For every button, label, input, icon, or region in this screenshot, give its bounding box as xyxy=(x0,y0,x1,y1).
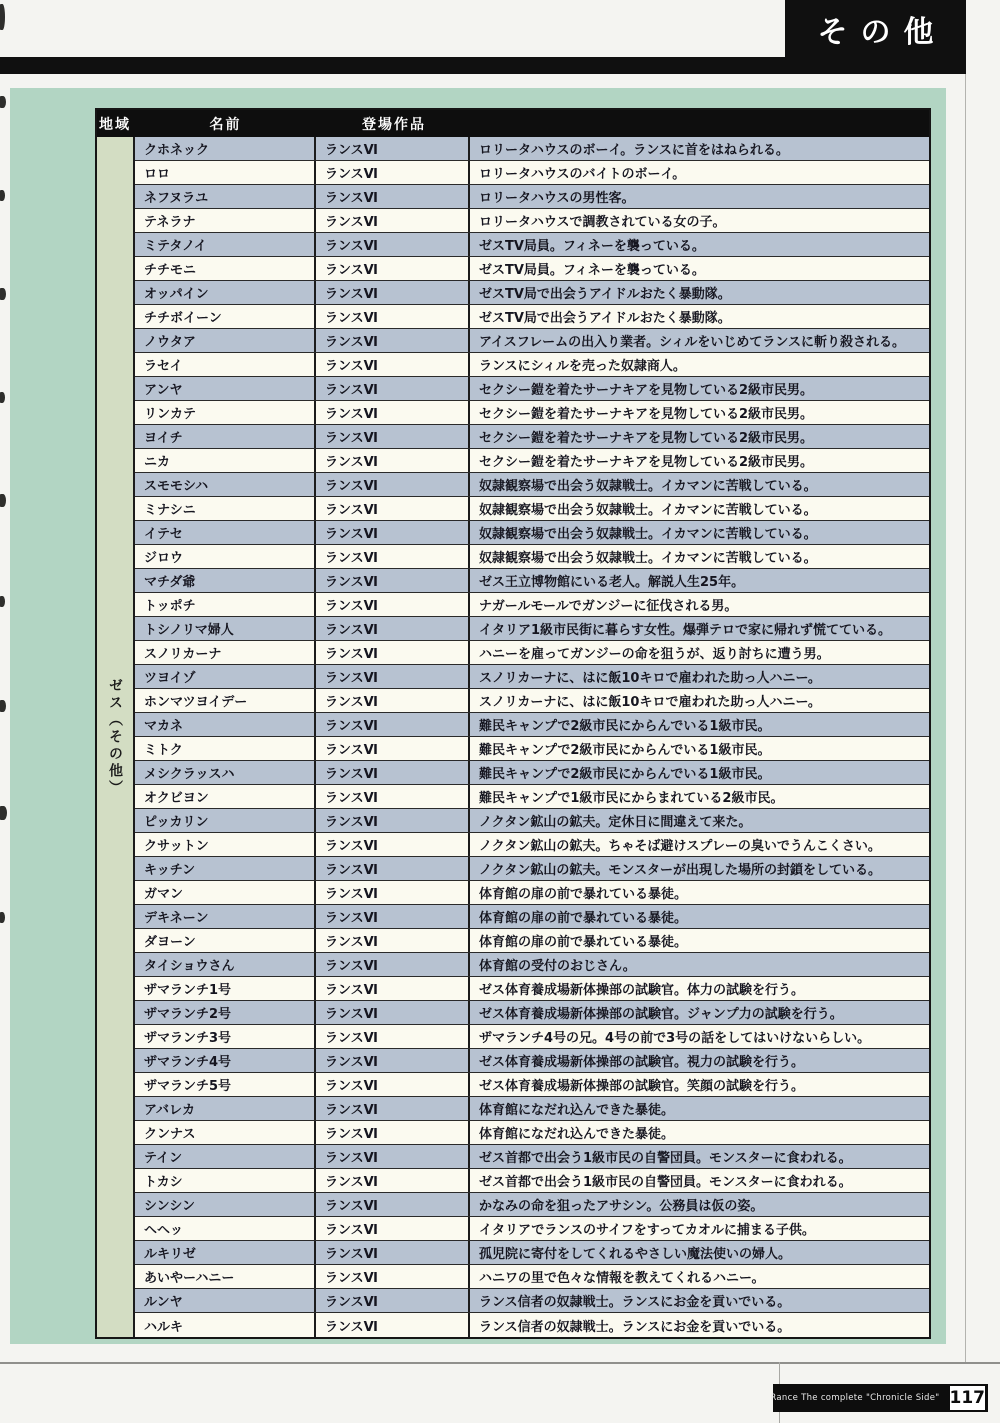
cell-character-name: ザマランチ2号 xyxy=(135,1001,316,1024)
cell-description: ロリータハウスのバイトのボーイ。 xyxy=(479,167,686,182)
cell-character-name: ダヨーン xyxy=(135,929,316,952)
cell-appearance-work: ランスⅥ xyxy=(316,473,470,496)
cell-description: 体育館の扉の前で暴れている暴徒。 xyxy=(479,935,688,950)
cell-description: 難民キャンプで1級市民にからまれている2級市民。 xyxy=(479,791,784,806)
cell-character-name: トッポチ xyxy=(135,593,316,616)
table-row xyxy=(135,1121,929,1145)
table-row xyxy=(135,1073,929,1097)
table-row xyxy=(135,1001,929,1025)
cell-description: ゼスTV局で出会うアイドルおたく暴動隊。 xyxy=(479,287,731,302)
cell-description: 奴隷観察場で出会う奴隷戦士。イカマンに苦戦している。 xyxy=(479,551,817,566)
cell-character-name: ルンヤ xyxy=(135,1289,316,1312)
cell-description: 奴隷観察場で出会う奴隷戦士。イカマンに苦戦している。 xyxy=(479,527,817,542)
cell-character-name: イテセ xyxy=(135,521,316,544)
cell-appearance-work: ランスⅥ xyxy=(316,209,470,232)
table-row xyxy=(135,425,929,449)
cell-description: 体育館の扉の前で暴れている暴徒。 xyxy=(479,887,688,902)
cell-description: ゼス体育養成場新体操部の試験官。体力の試験を行う。 xyxy=(479,983,805,998)
table-row xyxy=(135,401,929,425)
table-row xyxy=(135,1169,929,1193)
cell-appearance-work: ランスⅥ xyxy=(316,809,470,832)
cell-appearance-work: ランスⅥ xyxy=(316,1265,470,1288)
table-row xyxy=(135,665,929,689)
cell-appearance-work: ランスⅥ xyxy=(316,617,470,640)
table-header-row xyxy=(97,110,929,137)
footer-divider-rule xyxy=(0,1362,1000,1364)
cell-description: セクシー鎧を着たサーナキアを見物している2級市民男。 xyxy=(479,431,814,446)
cell-description: イタリアでランスのサイフをすってカオルに捕まる子供。 xyxy=(479,1223,815,1238)
table-row xyxy=(135,473,929,497)
cell-appearance-work: ランスⅥ xyxy=(316,665,470,688)
cell-character-name: トカシ xyxy=(135,1169,316,1192)
table-row xyxy=(135,1241,929,1265)
table-row xyxy=(135,257,929,281)
cell-appearance-work: ランスⅥ xyxy=(316,689,470,712)
cell-description: イタリア1級市民街に暮らす女性。爆弾テロで家に帰れず慌てている。 xyxy=(479,623,892,638)
cell-character-name: ホンマツヨイデー xyxy=(135,689,316,712)
region-cell xyxy=(97,137,135,1337)
table-row xyxy=(135,953,929,977)
cell-description: ゼス体育養成場新体操部の試験官。視力の試験を行う。 xyxy=(479,1055,805,1070)
cell-description: セクシー鎧を着たサーナキアを見物している2級市民男。 xyxy=(479,455,814,470)
cell-character-name: スノリカーナ xyxy=(135,641,316,664)
table-row xyxy=(135,161,929,185)
table-row xyxy=(135,1145,929,1169)
table-row xyxy=(135,617,929,641)
table-row xyxy=(135,329,929,353)
table-row xyxy=(135,1097,929,1121)
cell-description: ハニワの里で色々な情報を教えてくれるハニー。 xyxy=(479,1271,765,1286)
cell-description: ランスにシィルを売った奴隷商人。 xyxy=(479,359,686,374)
cell-appearance-work: ランスⅥ xyxy=(316,257,470,280)
cell-appearance-work: ランスⅥ xyxy=(316,1289,470,1312)
cell-appearance-work: ランスⅥ xyxy=(316,449,470,472)
section-tab xyxy=(785,0,966,58)
table-rows xyxy=(135,137,929,1337)
cell-appearance-work: ランスⅥ xyxy=(316,1193,470,1216)
cell-character-name: ジロウ xyxy=(135,545,316,568)
binding-mark xyxy=(0,4,5,30)
cell-character-name: ハルキ xyxy=(135,1313,316,1337)
cell-description: 体育館の扉の前で暴れている暴徒。 xyxy=(479,911,688,926)
cell-character-name: チチボイーン xyxy=(135,305,316,328)
cell-description: ノクタン鉱山の鉱夫。定休日に間違えて来た。 xyxy=(479,815,752,830)
cell-character-name: ニカ xyxy=(135,449,316,472)
cell-appearance-work: ランスⅥ xyxy=(316,1121,470,1144)
table-row xyxy=(135,521,929,545)
table-row xyxy=(135,929,929,953)
cell-appearance-work: ランスⅥ xyxy=(316,569,470,592)
table-row xyxy=(135,209,929,233)
header-description xyxy=(472,110,929,137)
table-row xyxy=(135,713,929,737)
cell-character-name: テイン xyxy=(135,1145,316,1168)
binding-mark xyxy=(0,596,5,607)
cell-character-name: ミテタノイ xyxy=(135,233,316,256)
table-row xyxy=(135,1217,929,1241)
binding-mark xyxy=(0,700,6,712)
table-row xyxy=(135,1265,929,1289)
cell-character-name: ツヨイゾ xyxy=(135,665,316,688)
table-body xyxy=(97,137,929,1337)
cell-description: ゼス体育養成場新体操部の試験官。ジャンプ力の試験を行う。 xyxy=(479,1007,843,1022)
cell-character-name: タイショウさん xyxy=(135,953,316,976)
cell-character-name: ザマランチ3号 xyxy=(135,1025,316,1048)
table-row xyxy=(135,905,929,929)
cell-appearance-work: ランスⅥ xyxy=(316,353,470,376)
cell-description: ロリータハウスのボーイ。ランスに首をはねられる。 xyxy=(479,143,789,158)
cell-character-name: ガマン xyxy=(135,881,316,904)
cell-appearance-work: ランスⅥ xyxy=(316,1313,470,1337)
cell-appearance-work: ランスⅥ xyxy=(316,137,470,160)
cell-description: ランス信者の奴隷戦士。ランスにお金を貢いでいる。 xyxy=(479,1295,791,1310)
cell-description: ゼス首都で出会う1級市民の自警団員。モンスターに食われる。 xyxy=(479,1175,852,1190)
binding-mark xyxy=(0,806,7,820)
cell-appearance-work: ランスⅥ xyxy=(316,497,470,520)
cell-appearance-work: ランスⅥ xyxy=(316,521,470,544)
character-table xyxy=(95,108,931,1339)
cell-character-name: ノウタア xyxy=(135,329,316,352)
cell-description: ゼス首都で出会う1級市民の自警団員。モンスターに食われる。 xyxy=(479,1151,852,1166)
cell-description: ロリータハウスで調教されている女の子。 xyxy=(479,215,726,230)
binding-mark xyxy=(0,392,5,403)
cell-description: ゼス王立博物館にいる老人。解説人生25年。 xyxy=(479,575,745,590)
cell-character-name: スモモシハ xyxy=(135,473,316,496)
cell-description: セクシー鎧を着たサーナキアを見物している2級市民男。 xyxy=(479,407,814,422)
cell-appearance-work: ランスⅥ xyxy=(316,281,470,304)
cell-description: ゼス体育養成場新体操部の試験官。笑顔の試験を行う。 xyxy=(479,1079,805,1094)
cell-character-name: ザマランチ4号 xyxy=(135,1049,316,1072)
header-work: 登場作品 xyxy=(318,110,472,137)
cell-character-name: ルキリゼ xyxy=(135,1241,316,1264)
cell-appearance-work: ランスⅥ xyxy=(316,1145,470,1168)
cell-description: セクシー鎧を着たサーナキアを見物している2級市民男。 xyxy=(479,383,814,398)
cell-appearance-work: ランスⅥ xyxy=(316,785,470,808)
binding-mark xyxy=(0,494,6,507)
cell-character-name: デキネーン xyxy=(135,905,316,928)
cell-description: ゼスTV局員。フィネーを襲っている。 xyxy=(479,239,705,254)
cell-appearance-work: ランスⅥ xyxy=(316,305,470,328)
cell-appearance-work: ランスⅥ xyxy=(316,1241,470,1264)
table-row xyxy=(135,1313,929,1337)
cell-description: ノクタン鉱山の鉱夫。ちゃそば避けスプレーの臭いでうんこくさい。 xyxy=(479,839,881,854)
cell-appearance-work: ランスⅥ xyxy=(316,377,470,400)
cell-character-name: ロロ xyxy=(135,161,316,184)
cell-appearance-work: ランスⅥ xyxy=(316,1049,470,1072)
cell-appearance-work: ランスⅥ xyxy=(316,329,470,352)
table-row xyxy=(135,857,929,881)
table-row xyxy=(135,809,929,833)
footer-book-title: Rance The complete "Chronicle Side" xyxy=(770,1393,940,1403)
table-row xyxy=(135,641,929,665)
cell-character-name: メシクラッスハ xyxy=(135,761,316,784)
cell-appearance-work: ランスⅥ xyxy=(316,401,470,424)
table-row xyxy=(135,233,929,257)
cell-character-name: キッチン xyxy=(135,857,316,880)
cell-description: アイスフレームの出入り業者。シィルをいじめてランスに斬り殺される。 xyxy=(479,335,906,350)
cell-appearance-work: ランスⅥ xyxy=(316,1097,470,1120)
cell-appearance-work: ランスⅥ xyxy=(316,833,470,856)
page-number: 117 xyxy=(949,1388,985,1408)
cell-character-name: クホネック xyxy=(135,137,316,160)
cell-appearance-work: ランスⅥ xyxy=(316,545,470,568)
cell-description: ノクタン鉱山の鉱夫。モンスターが出現した場所の封鎖をしている。 xyxy=(479,863,881,878)
cell-description: ランス信者の奴隷戦士。ランスにお金を貢いでいる。 xyxy=(479,1319,791,1335)
cell-description: ゼスTV局員。フィネーを襲っている。 xyxy=(479,263,705,278)
cell-character-name: ネフヌラユ xyxy=(135,185,316,208)
cell-character-name: アバレカ xyxy=(135,1097,316,1120)
cell-description: ゼスTV局で出会うアイドルおたく暴動隊。 xyxy=(479,311,731,326)
cell-appearance-work: ランスⅥ xyxy=(316,857,470,880)
cell-appearance-work: ランスⅥ xyxy=(316,929,470,952)
cell-character-name: オクビヨン xyxy=(135,785,316,808)
table-row xyxy=(135,977,929,1001)
cell-description: ナガールモールでガンジーに征伐される男。 xyxy=(479,599,738,614)
cell-character-name: シンシン xyxy=(135,1193,316,1216)
cell-character-name: ミトク xyxy=(135,737,316,760)
cell-appearance-work: ランスⅥ xyxy=(316,425,470,448)
region-label: ゼス（その他） xyxy=(107,677,123,797)
table-row xyxy=(135,1289,929,1313)
table-row xyxy=(135,881,929,905)
table-row xyxy=(135,137,929,161)
cell-description: 体育館になだれ込んできた暴徒。 xyxy=(479,1103,675,1118)
table-row xyxy=(135,449,929,473)
cell-appearance-work: ランスⅥ xyxy=(316,761,470,784)
table-row xyxy=(135,569,929,593)
cell-character-name: あいやーハニー xyxy=(135,1265,316,1288)
cell-character-name: ピッカリン xyxy=(135,809,316,832)
cell-description: 体育館の受付のおじさん。 xyxy=(479,959,636,974)
cell-character-name: ザマランチ1号 xyxy=(135,977,316,1000)
cell-description: 難民キャンプで2級市民にからんでいる1級市民。 xyxy=(479,767,771,782)
table-row xyxy=(135,545,929,569)
cell-appearance-work: ランスⅥ xyxy=(316,1217,470,1240)
cell-description: スノリカーナに、はに飯10キロで雇われた助っ人ハニー。 xyxy=(479,671,821,686)
binding-mark xyxy=(0,288,6,300)
table-row xyxy=(135,377,929,401)
table-row xyxy=(135,761,929,785)
cell-character-name: チチモニ xyxy=(135,257,316,280)
cell-appearance-work: ランスⅥ xyxy=(316,641,470,664)
cell-description: スノリカーナに、はに飯10キロで雇われた助っ人ハニー。 xyxy=(479,695,821,710)
table-row xyxy=(135,833,929,857)
table-row xyxy=(135,281,929,305)
cell-description: 難民キャンプで2級市民にからんでいる1級市民。 xyxy=(479,743,771,758)
cell-appearance-work: ランスⅥ xyxy=(316,1169,470,1192)
cell-appearance-work: ランスⅥ xyxy=(316,233,470,256)
cell-description: 奴隷観察場で出会う奴隷戦士。イカマンに苦戦している。 xyxy=(479,503,817,518)
cell-character-name: ヨイチ xyxy=(135,425,316,448)
binding-mark xyxy=(0,912,5,923)
cell-description: 難民キャンプで2級市民にからんでいる1級市民。 xyxy=(479,719,771,734)
cell-character-name: トシノリマ婦人 xyxy=(135,617,316,640)
cell-character-name: テネラナ xyxy=(135,209,316,232)
table-row xyxy=(135,785,929,809)
section-tab-label: その他 xyxy=(817,15,947,50)
cell-appearance-work: ランスⅥ xyxy=(316,1073,470,1096)
cell-character-name: リンカテ xyxy=(135,401,316,424)
cell-appearance-work: ランスⅥ xyxy=(316,593,470,616)
top-divider-bar xyxy=(0,57,966,74)
table-row xyxy=(135,353,929,377)
cell-character-name: クサットン xyxy=(135,833,316,856)
cell-appearance-work: ランスⅥ xyxy=(316,737,470,760)
cell-appearance-work: ランスⅥ xyxy=(316,905,470,928)
cell-description: かなみの命を狙ったアサシン。公務員は仮の姿。 xyxy=(479,1199,764,1214)
cell-character-name: ミナシニ xyxy=(135,497,316,520)
cell-character-name: アンヤ xyxy=(135,377,316,400)
table-row xyxy=(135,1049,929,1073)
cell-character-name: オッパイン xyxy=(135,281,316,304)
table-row xyxy=(135,689,929,713)
cell-character-name: ラセイ xyxy=(135,353,316,376)
table-row xyxy=(135,737,929,761)
table-row xyxy=(135,1193,929,1217)
cell-description: 孤児院に寄付をしてくれるやさしい魔法使いの婦人。 xyxy=(479,1247,792,1262)
cell-appearance-work: ランスⅥ xyxy=(316,977,470,1000)
cell-description: 奴隷観察場で出会う奴隷戦士。イカマンに苦戦している。 xyxy=(479,479,817,494)
table-row xyxy=(135,497,929,521)
table-row xyxy=(135,305,929,329)
table-row xyxy=(135,1025,929,1049)
cell-character-name: ヘヘッ xyxy=(135,1217,316,1240)
cell-appearance-work: ランスⅥ xyxy=(316,953,470,976)
cell-appearance-work: ランスⅥ xyxy=(316,1001,470,1024)
table-row xyxy=(135,593,929,617)
binding-mark xyxy=(0,190,5,201)
table-row xyxy=(135,185,929,209)
cell-character-name: マチダ爺 xyxy=(135,569,316,592)
cell-description: ハニーを雇ってガンジーの命を狙うが、返り討ちに遭う男。 xyxy=(479,647,830,662)
footer-bar xyxy=(770,1384,988,1412)
cell-description: 体育館になだれ込んできた暴徒。 xyxy=(479,1127,675,1142)
cell-appearance-work: ランスⅥ xyxy=(316,161,470,184)
cell-character-name: ザマランチ5号 xyxy=(135,1073,316,1096)
right-margin-rule xyxy=(965,74,966,1363)
binding-mark xyxy=(0,96,6,108)
cell-appearance-work: ランスⅥ xyxy=(316,881,470,904)
cell-appearance-work: ランスⅥ xyxy=(316,1025,470,1048)
cell-description: ロリータハウスの男性客。 xyxy=(479,191,635,206)
cell-description: ザマランチ4号の兄。4号の前で3号の話をしてはいけないらしい。 xyxy=(479,1031,871,1046)
cell-appearance-work: ランスⅥ xyxy=(316,185,470,208)
header-name: 名前 xyxy=(135,110,318,137)
cell-character-name: クンナス xyxy=(135,1121,316,1144)
header-region: 地域 xyxy=(97,110,135,137)
cell-appearance-work: ランスⅥ xyxy=(316,713,470,736)
cell-character-name: マカネ xyxy=(135,713,316,736)
